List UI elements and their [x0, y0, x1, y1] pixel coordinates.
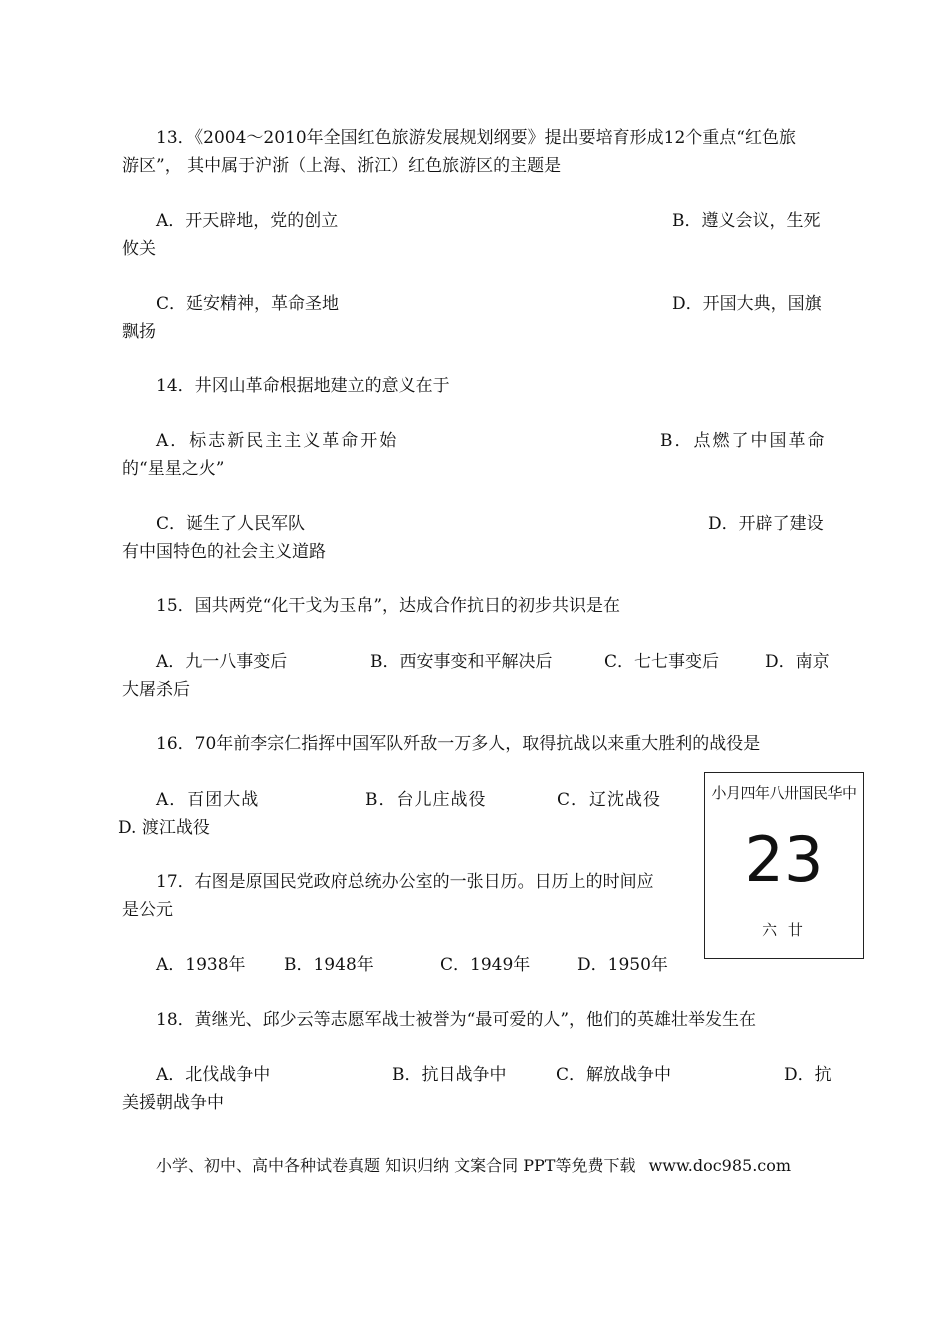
- calendar-day: 23: [744, 823, 824, 896]
- q13-stem-line1: 13．《2004～2010年全国红色旅游发展规划纲要》提出要培育形成12个重点“红色旅: [156, 128, 796, 148]
- q14-option-a: A．标志新民主主义革命开始: [156, 431, 399, 451]
- q18-option-d: D．抗: [784, 1065, 832, 1085]
- q15-option-d-wrap: 大屠杀后: [122, 680, 190, 700]
- q16-stem-line1: 16．70年前李宗仁指挥中国军队歼敌一万多人，取得抗战以来重大胜利的战役是: [156, 734, 761, 754]
- q15-option-b: B．西安事变和平解决后: [370, 652, 553, 672]
- q17-option-b: B．1948年: [284, 955, 374, 975]
- q17-stem-line1: 17．右图是原国民党政府总统办公室的一张日历。日历上的时间应: [156, 872, 654, 892]
- footer-url[interactable]: www.doc985.com: [648, 1156, 792, 1175]
- q13-option-c: C．延安精神，革命圣地: [156, 294, 340, 314]
- footer-description: 小学、初中、高中各种试卷真题 知识归纳 文案合同 PPT等免费下载: [156, 1156, 636, 1175]
- q16-option-d: D. 渡江战役: [118, 818, 210, 838]
- q17-option-d: D．1950年: [577, 955, 668, 975]
- q15-option-a: A．九一八事变后: [156, 652, 288, 672]
- q18-option-c: C．解放战争中: [556, 1065, 672, 1085]
- q13-option-d-wrap: 飘扬: [122, 322, 156, 342]
- q18-option-d-wrap: 美援朝战争中: [122, 1093, 224, 1113]
- calendar-header: 小月四年八卅国民华中: [711, 784, 857, 802]
- calendar-figure: [704, 772, 864, 959]
- q13-stem-line2: 游区”， 其中属于沪浙（上海、浙江）红色旅游区的主题是: [122, 156, 562, 176]
- q13-option-b: B．遵义会议，生死: [672, 211, 821, 231]
- q13-option-b-wrap: 攸关: [122, 239, 156, 259]
- q14-option-d: D．开辟了建设: [708, 514, 824, 534]
- q18-option-a: A．北伐战争中: [156, 1065, 271, 1085]
- q17-stem-line2: 是公元: [122, 900, 173, 920]
- q13-option-d: D．开国大典，国旗: [672, 294, 822, 314]
- q14-option-c: C．诞生了人民军队: [156, 514, 306, 534]
- q18-option-b: B．抗日战争中: [392, 1065, 507, 1085]
- q14-stem-line1: 14．井冈山革命根据地建立的意义在于: [156, 376, 450, 396]
- q13-option-a: A．开天辟地，党的创立: [156, 211, 339, 231]
- q16-option-a: A．百团大战: [156, 790, 260, 810]
- q16-option-b: B．台儿庄战役: [365, 790, 487, 810]
- q17-option-c: C．1949年: [440, 955, 531, 975]
- q14-option-b: B．点燃了中国革命: [660, 431, 827, 451]
- q15-stem-line1: 15．国共两党“化干戈为玉帛”，达成合作抗日的初步共识是在: [156, 596, 621, 616]
- footer-text: [156, 1154, 791, 1178]
- q18-stem-line1: 18．黄继光、邱少云等志愿军战士被誉为“最可爱的人”，他们的英雄壮举发生在: [156, 1010, 757, 1030]
- q16-option-c: C．辽沈战役: [557, 790, 662, 810]
- calendar-weekday: 六 廿: [762, 921, 806, 939]
- q14-option-d-wrap: 有中国特色的社会主义道路: [122, 542, 326, 562]
- q15-option-d: D．南京: [765, 652, 830, 672]
- q14-option-b-wrap: 的“星星之火”: [122, 459, 225, 479]
- q17-option-a: A．1938年: [156, 955, 246, 975]
- q15-option-c: C．七七事变后: [604, 652, 720, 672]
